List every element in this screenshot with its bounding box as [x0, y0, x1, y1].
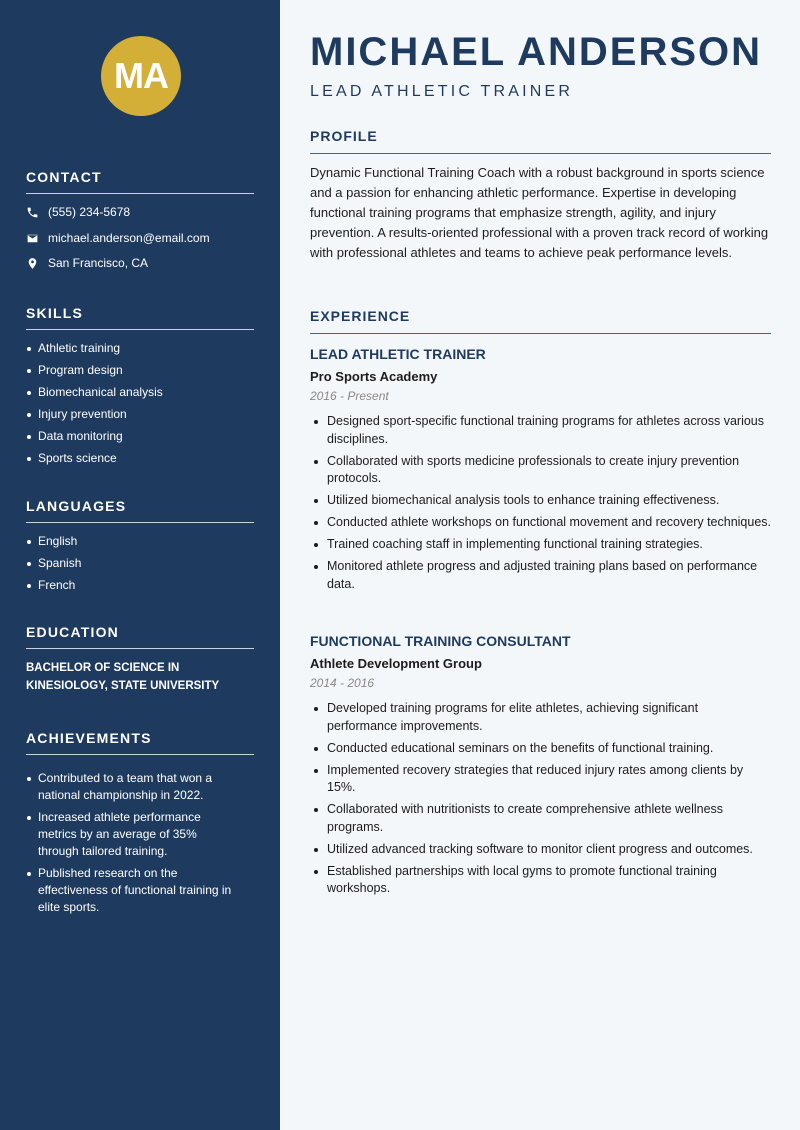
skill-item: Sports science: [26, 450, 256, 467]
achievements-heading: ACHIEVEMENTS: [26, 730, 254, 755]
contact-phone: [26, 205, 130, 219]
job-bullet: Trained coaching staff in implementing functional training strategies.: [310, 536, 771, 554]
skills-list: [26, 340, 256, 467]
achievement-item: Increased athlete performance metrics by an average of 35% through tailored training.: [26, 809, 236, 860]
job-bullet: Developed training programs for elite athletes, achieving significant performance improvements.: [310, 700, 771, 735]
sidebar: [0, 0, 280, 1130]
languages-list: [26, 533, 256, 594]
education-degree: BACHELOR OF SCIENCE IN KINESIOLOGY, STATE UNIVERSITY: [26, 662, 220, 692]
achievement-item: Published research on the effectiveness of functional training in elite sports.: [26, 865, 236, 916]
skill-item: Injury prevention: [26, 406, 256, 423]
skill-item: Athletic training: [26, 340, 256, 357]
job-bullet: Utilized biomechanical analysis tools to enhance training effectiveness.: [310, 492, 771, 510]
avatar: MA: [101, 36, 181, 116]
job-bullet: Monitored athlete progress and adjusted training plans based on performance data.: [310, 558, 771, 593]
location-pin-icon: [26, 257, 39, 270]
profile-heading: PROFILE: [310, 128, 771, 154]
job-bullet: Collaborated with nutritionists to create comprehensive athlete wellness programs.: [310, 801, 771, 836]
job-bullet: Established partnerships with local gyms to promote functional training workshops.: [310, 863, 771, 898]
job-entry: [310, 633, 771, 902]
languages-heading: LANGUAGES: [26, 498, 254, 523]
achievements-list: [26, 770, 236, 916]
contact-heading: CONTACT: [26, 169, 254, 194]
education-heading: EDUCATION: [26, 624, 254, 649]
location-text: San Francisco, CA: [48, 256, 149, 270]
experience-heading: EXPERIENCE: [310, 308, 771, 334]
job-bullet: Implemented recovery strategies that reduced injury rates among clients by 15%.: [310, 762, 771, 797]
job-company: Pro Sports Academy: [310, 369, 438, 384]
contact-email: [26, 231, 210, 245]
profile-text: Dynamic Functional Training Coach with a robust background in sports science and a passion for enhancing athletic performance. Expertise in developing functional training programs that emphasize strength, agility, and injury prevention. A results-oriented professional with a proven track record of working with professional athletes and teams to achieve peak performance levels.: [310, 165, 769, 260]
language-item: French: [26, 577, 256, 594]
job-bullet: Conducted athlete workshops on functional movement and recovery techniques.: [310, 514, 771, 532]
skill-item: Biomechanical analysis: [26, 384, 256, 401]
language-item: Spanish: [26, 555, 256, 572]
job-entry: [310, 346, 771, 598]
job-bullets: [310, 413, 771, 593]
email-text: michael.anderson@email.com: [48, 231, 210, 245]
email-icon: [26, 232, 39, 245]
job-title: LEAD ATHLETIC TRAINER: [310, 346, 486, 362]
achievement-item: Contributed to a team that won a national championship in 2022.: [26, 770, 236, 804]
job-bullet: Conducted educational seminars on the benefits of functional training.: [310, 740, 771, 758]
phone-icon: [26, 206, 39, 219]
skill-item: Program design: [26, 362, 256, 379]
candidate-title: LEAD ATHLETIC TRAINER: [310, 83, 574, 100]
phone-text: (555) 234-5678: [48, 205, 131, 219]
job-bullet: Designed sport-specific functional training programs for athletes across various disciplines.: [310, 413, 771, 448]
job-dates: 2016 - Present: [310, 389, 389, 403]
candidate-name: MICHAEL ANDERSON: [310, 30, 763, 74]
job-company: Athlete Development Group: [310, 656, 482, 671]
language-item: English: [26, 533, 256, 550]
skill-item: Data monitoring: [26, 428, 256, 445]
job-bullet: Utilized advanced tracking software to monitor client progress and outcomes.: [310, 841, 771, 859]
job-bullet: Collaborated with sports medicine professionals to create injury prevention protocols.: [310, 453, 771, 488]
job-dates: 2014 - 2016: [310, 676, 375, 690]
skills-heading: SKILLS: [26, 305, 254, 330]
contact-location: [26, 256, 148, 270]
job-bullets: [310, 700, 771, 898]
job-title: FUNCTIONAL TRAINING CONSULTANT: [310, 633, 571, 649]
